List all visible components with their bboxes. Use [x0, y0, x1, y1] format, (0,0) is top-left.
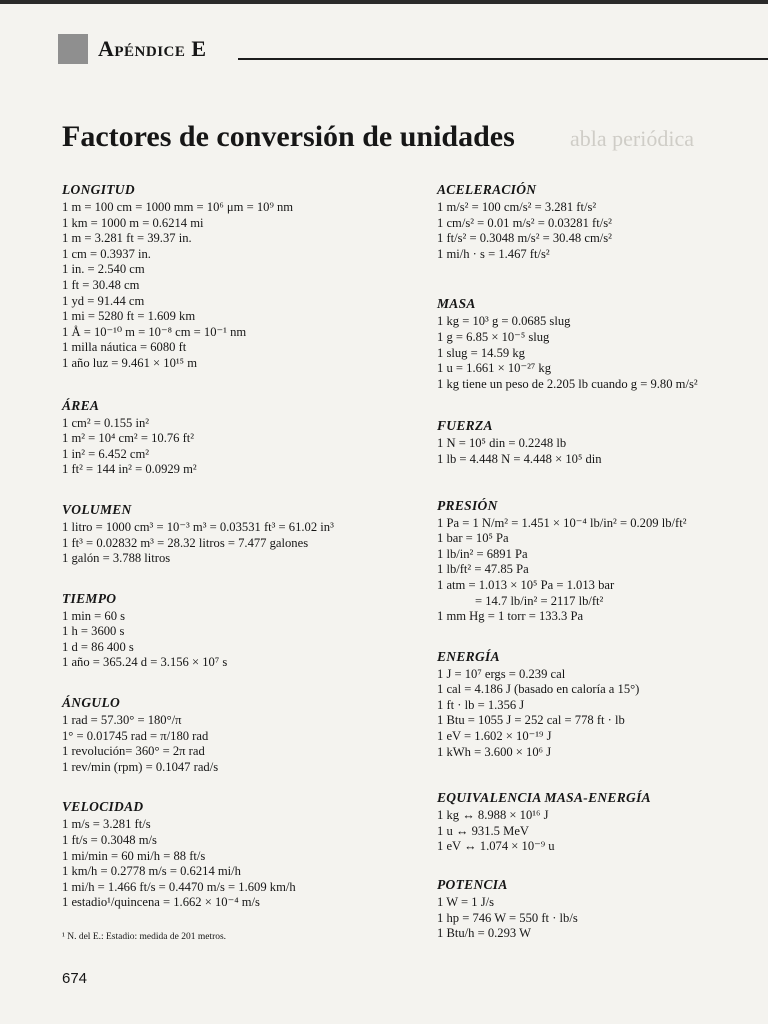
- conversion-line: 1 Å = 10⁻¹⁰ m = 10⁻⁸ cm = 10⁻¹ nm: [62, 324, 247, 339]
- conversion-line: 1 d = 86 400 s: [62, 639, 134, 654]
- conversion-line: 1 kg ↔ 8.988 × 10¹⁶ J: [437, 808, 549, 823]
- conversion-line: 1 cm² = 0.155 in²: [62, 415, 150, 430]
- page-top-rule: [0, 0, 768, 4]
- section-aceleracion: [437, 182, 765, 262]
- conversion-line: 1 ft = 30.48 cm: [62, 277, 140, 292]
- section-title: VELOCIDAD: [62, 799, 144, 815]
- section-angulo: [62, 695, 432, 775]
- section-longitud: [62, 182, 432, 372]
- appendix-title: Apéndice E: [98, 36, 207, 61]
- conversion-line: 1 eV = 1.602 × 10⁻¹⁹ J: [437, 729, 552, 744]
- conversion-line: 1 mi/min = 60 mi/h = 88 ft/s: [62, 848, 206, 863]
- conversion-line: 1 lb = 4.448 N = 4.448 × 10⁵ din: [437, 451, 602, 466]
- conversion-line: 1 hp = 746 W = 550 ft · lb/s: [437, 910, 578, 925]
- conversion-line: 1 año luz = 9.461 × 10¹⁵ m: [62, 355, 198, 370]
- conversion-line: 1 in² = 6.452 cm²: [62, 446, 150, 461]
- right-column: [437, 182, 765, 942]
- conversion-line: 1 kg = 10³ g = 0.0685 slug: [437, 314, 571, 329]
- section-volumen: [62, 502, 432, 567]
- conversion-line: 1 cal = 4.186 J (basado en caloría a 15°): [437, 682, 640, 697]
- section-area: [62, 398, 432, 478]
- conversion-line: 1 atm = 1.013 × 10⁵ Pa = 1.013 bar: [437, 577, 615, 592]
- conversion-line: 1 estadio¹/quincena = 1.662 × 10⁻⁴ m/s: [62, 895, 260, 910]
- conversion-line: 1 ft² = 144 in² = 0.0929 m²: [62, 462, 197, 477]
- conversion-line: 1 ft/s = 0.3048 m/s: [62, 833, 157, 848]
- conversion-line: 1 año = 365.24 d = 3.156 × 10⁷ s: [62, 655, 228, 670]
- bleed-through-text: ablа periódica: [570, 126, 694, 151]
- conversion-line: 1 min = 60 s: [62, 608, 126, 623]
- conversion-line: 1 cm/s² = 0.01 m/s² = 0.03281 ft/s²: [437, 215, 612, 230]
- conversion-line: 1 revolución= 360° = 2π rad: [62, 744, 205, 759]
- conversion-line: 1 in. = 2.540 cm: [62, 262, 145, 277]
- footnote: ¹ N. del E.: Estadio: medida de 201 metros.: [62, 932, 227, 942]
- section-title: ÁNGULO: [62, 695, 121, 711]
- conversion-line: 1 ft³ = 0.02832 m³ = 28.32 litros = 7.477 galones: [62, 535, 309, 550]
- conversion-line: 1 m/s = 3.281 ft/s: [62, 817, 151, 832]
- conversion-line: 1 rev/min (rpm) = 0.1047 rad/s: [62, 759, 219, 774]
- section-tiempo: [62, 591, 432, 671]
- conversion-line: 1 kWh = 3.600 × 10⁶ J: [437, 744, 552, 759]
- section-title: POTENCIA: [437, 877, 508, 893]
- conversion-line: 1 mi/h = 1.466 ft/s = 0.4470 m/s = 1.609 km/h: [62, 879, 296, 894]
- conversion-line: 1 mi/h · s = 1.467 ft/s²: [437, 246, 550, 261]
- section-title: FUERZA: [437, 418, 493, 434]
- conversion-line: 1 Btu/h = 0.293 W: [437, 926, 531, 941]
- section-title: EQUIVALENCIA MASA-ENERGÍA: [437, 790, 651, 806]
- conversion-line: 1 ft · lb = 1.356 J: [437, 697, 525, 712]
- conversion-line: 1 kg tiene un peso de 2.205 lb cuando g = 9.80 m/s²: [437, 376, 698, 391]
- appendix-header: [58, 34, 768, 68]
- conversion-line: 1 rad = 57.30° = 180°/π: [62, 713, 182, 728]
- section-fuerza: [437, 418, 765, 467]
- conversion-line: 1 m/s² = 100 cm/s² = 3.281 ft/s²: [437, 200, 597, 214]
- conversion-line: 1 Pa = 1 N/m² = 1.451 × 10⁻⁴ lb/in² = 0.209 lb/ft²: [437, 515, 687, 530]
- conversion-line: 1 lb/ft² = 47.85 Pa: [437, 562, 529, 577]
- conversion-line: = 14.7 lb/in² = 2117 lb/ft²: [475, 593, 604, 608]
- conversion-line: 1 N = 10⁵ din = 0.2248 lb: [437, 436, 567, 451]
- section-presion: [437, 498, 765, 625]
- section-masa: [437, 296, 765, 392]
- conversion-line: 1 mm Hg = 1 torr = 133.3 Pa: [437, 609, 584, 624]
- conversion-line: 1 galón = 3.788 litros: [62, 551, 171, 566]
- conversion-line: 1 ft/s² = 0.3048 m/s² = 30.48 cm/s²: [437, 231, 612, 246]
- conversion-line: 1 W = 1 J/s: [437, 895, 495, 910]
- conversion-line: 1 km/h = 0.2778 m/s = 0.6214 mi/h: [62, 864, 241, 879]
- section-title: ÁREA: [62, 397, 100, 413]
- conversion-line: 1 h = 3600 s: [62, 624, 125, 639]
- conversion-line: 1 litro = 1000 cm³ = 10⁻³ m³ = 0.03531 ft³ = 61.02 in³: [62, 519, 334, 534]
- section-title: LONGITUD: [62, 182, 135, 197]
- conversion-line: 1 slug = 14.59 kg: [437, 345, 525, 360]
- conversion-line: 1 m = 100 cm = 1000 mm = 10⁶ μm = 10⁹ nm: [62, 200, 294, 214]
- section-potencia: [437, 877, 765, 942]
- conversion-line: 1 J = 10⁷ ergs = 0.239 cal: [437, 666, 566, 681]
- section-title: ENERGÍA: [437, 648, 500, 664]
- section-velocidad: [62, 799, 432, 911]
- section-title: MASA: [437, 296, 476, 312]
- conversion-line: 1 m = 3.281 ft = 39.37 in.: [62, 231, 192, 246]
- conversion-line: 1° = 0.01745 rad = π/180 rad: [62, 728, 209, 743]
- appendix-marker-box: [58, 34, 88, 64]
- conversion-line: 1 cm = 0.3937 in.: [62, 246, 151, 261]
- left-column: [62, 182, 432, 911]
- conversion-line: 1 yd = 91.44 cm: [62, 293, 145, 308]
- conversion-line: 1 bar = 10⁵ Pa: [437, 531, 509, 546]
- appendix-rule: [238, 58, 768, 60]
- conversion-line: 1 lb/in² = 6891 Pa: [437, 546, 528, 561]
- page-number: 674: [62, 970, 88, 987]
- page-title: Factores de conversión de unidades: [62, 120, 515, 153]
- section-equivalencia-masa-energia: [437, 790, 765, 855]
- section-title: ACELERACIÓN: [437, 182, 537, 197]
- conversion-line: 1 eV ↔ 1.074 × 10⁻⁹ u: [437, 839, 555, 854]
- section-title: VOLUMEN: [62, 501, 132, 517]
- conversion-line: 1 g = 6.85 × 10⁻⁵ slug: [437, 329, 550, 344]
- conversion-line: 1 km = 1000 m = 0.6214 mi: [62, 215, 204, 230]
- conversion-line: 1 mi = 5280 ft = 1.609 km: [62, 309, 196, 324]
- conversion-line: 1 milla náutica = 6080 ft: [62, 340, 187, 355]
- conversion-line: 1 Btu = 1055 J = 252 cal = 778 ft · lb: [437, 713, 625, 728]
- section-title: TIEMPO: [62, 590, 117, 606]
- conversion-line: 1 u = 1.661 × 10⁻²⁷ kg: [437, 361, 552, 376]
- conversion-line: 1 u ↔ 931.5 MeV: [437, 823, 529, 838]
- conversion-line: 1 m² = 10⁴ cm² = 10.76 ft²: [62, 431, 195, 446]
- section-title: PRESIÓN: [437, 497, 498, 513]
- section-energia: [437, 649, 765, 761]
